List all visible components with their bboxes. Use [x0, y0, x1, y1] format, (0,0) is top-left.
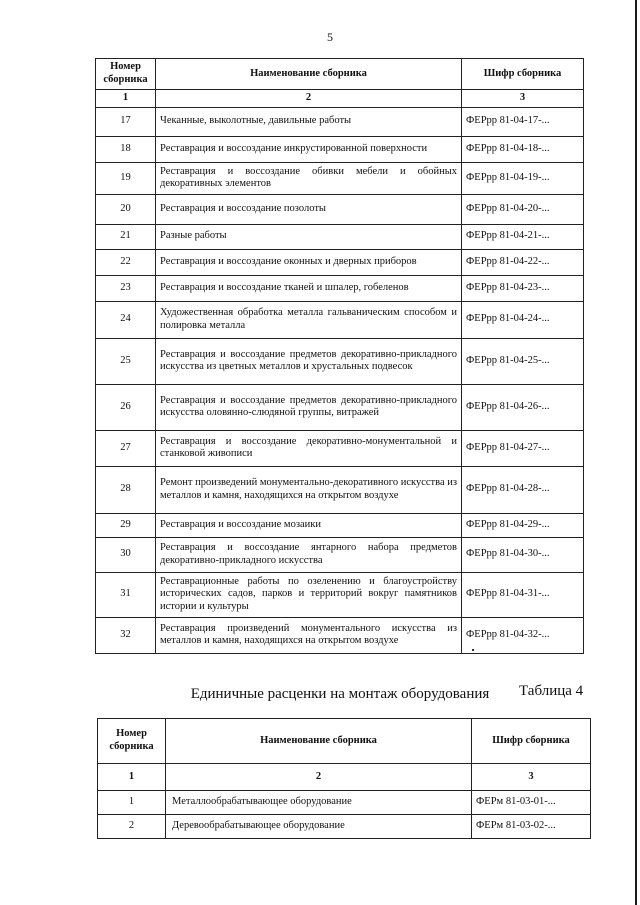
- row-code: ФЕРрр 81-04-30-...: [462, 537, 584, 572]
- column-header-number: Номер сборника: [98, 719, 166, 764]
- table-row: [96, 275, 584, 301]
- row-name: Чеканные, выколотные, давильные работы: [156, 107, 462, 136]
- column-index: 2: [156, 90, 462, 108]
- row-name: Художественная обработка металла гальваническим способом и полировка металла: [156, 301, 462, 338]
- row-code: ФЕРрр 81-04-25-...: [462, 338, 584, 384]
- row-number: 31: [96, 572, 156, 617]
- row-code: ФЕРрр 81-04-24-...: [462, 301, 584, 338]
- row-number: 24: [96, 301, 156, 338]
- column-header-name: Наименование сборника: [156, 59, 462, 90]
- row-number: 25: [96, 338, 156, 384]
- row-name: Реставрация и воссоздание обивки мебели и обойных декоративных элементов: [156, 162, 462, 194]
- row-name: Реставрационные работы по озеленению и благоустройству исторических садов, парков и территорий вокруг памятников истории и культуры: [156, 572, 462, 617]
- column-index: 3: [472, 764, 591, 791]
- table-row: [96, 384, 584, 430]
- column-header-name: Наименование сборника: [166, 719, 472, 764]
- table-row: [96, 249, 584, 275]
- row-code: ФЕРрр 81-04-19-...: [462, 162, 584, 194]
- row-code: ФЕРрр 81-04-22-...: [462, 249, 584, 275]
- table-row: [96, 194, 584, 224]
- row-code: ФЕРрр 81-04-27-...: [462, 430, 584, 466]
- scan-edge: [635, 0, 637, 905]
- row-name: Реставрация и воссоздание инкрустированной поверхности: [156, 136, 462, 162]
- column-index: 3: [462, 90, 584, 108]
- row-name: Реставрация и воссоздание предметов декоративно-прикладного искусства оловянно-слюдяной группы, витражей: [156, 384, 462, 430]
- row-name: Реставрация и воссоздание предметов декоративно-прикладного искусства из цветных металлов и хрустальных подвесок: [156, 338, 462, 384]
- row-name: Разные работы: [156, 224, 462, 249]
- table-row: [98, 815, 591, 839]
- row-number: 32: [96, 617, 156, 653]
- table-row: [96, 107, 584, 136]
- page-number: 5: [327, 30, 333, 44]
- row-code: ФЕРрр 81-04-23-...: [462, 275, 584, 301]
- row-name: Ремонт произведений монументально-декоративного искусства из металлов и камня, находящихся на открытом воздухе: [156, 466, 462, 513]
- row-name: Металлообрабатывающее оборудование: [166, 791, 472, 815]
- collections-table-restoration: [95, 58, 584, 654]
- row-number: 26: [96, 384, 156, 430]
- row-number: 20: [96, 194, 156, 224]
- row-name: Реставрация и воссоздание оконных и дверных приборов: [156, 249, 462, 275]
- table-row: [98, 791, 591, 815]
- column-index: 2: [166, 764, 472, 791]
- row-name: Реставрация и воссоздание янтарного набора предметов декоративно-прикладного искусства: [156, 537, 462, 572]
- row-number: 18: [96, 136, 156, 162]
- row-number: 21: [96, 224, 156, 249]
- table-title: Единичные расценки на монтаж оборудования: [190, 686, 490, 702]
- table-row: [96, 162, 584, 194]
- row-code: ФЕРрр 81-04-20-...: [462, 194, 584, 224]
- row-number: 19: [96, 162, 156, 194]
- row-name: Деревообрабатывающее оборудование: [166, 815, 472, 839]
- row-code: ФЕРрр 81-04-18-...: [462, 136, 584, 162]
- row-number: 29: [96, 513, 156, 537]
- row-name: Реставрация и воссоздание декоративно-монументальной и станковой живописи: [156, 430, 462, 466]
- row-code: ФЕРрр 81-04-21-...: [462, 224, 584, 249]
- column-header-number: Номер сборника: [96, 59, 156, 90]
- column-index: 1: [96, 90, 156, 108]
- row-number: 1: [98, 791, 166, 815]
- table-row: [96, 224, 584, 249]
- row-code: ФЕРрр 81-04-26-...: [462, 384, 584, 430]
- table-row: [96, 338, 584, 384]
- table-row: [96, 513, 584, 537]
- row-number: 30: [96, 537, 156, 572]
- table-row: [96, 136, 584, 162]
- row-code: ФЕРрр 81-04-29-...: [462, 513, 584, 537]
- table-header-row: [98, 719, 591, 764]
- row-number: 22: [96, 249, 156, 275]
- table-row: [96, 430, 584, 466]
- row-code: ФЕРрр 81-04-17-...: [462, 107, 584, 136]
- table-row: [96, 572, 584, 617]
- row-number: 2: [98, 815, 166, 839]
- column-index-row: [96, 90, 584, 108]
- row-number: 28: [96, 466, 156, 513]
- column-header-code: Шифр сборника: [462, 59, 584, 90]
- row-name: Реставрация и воссоздание позолоты: [156, 194, 462, 224]
- row-name: Реставрация и воссоздание тканей и шпалер, гобеленов: [156, 275, 462, 301]
- column-index-row: [98, 764, 591, 791]
- scan-speck: [472, 649, 474, 651]
- row-name: Реставрация произведений монументального искусства из металлов и камня, находящихся на открытом воздухе: [156, 617, 462, 653]
- table-row: [96, 537, 584, 572]
- collections-table-equipment: [97, 718, 591, 839]
- row-code: ФЕРм 81-03-02-...: [472, 815, 591, 839]
- table-row: [96, 301, 584, 338]
- row-number: 23: [96, 275, 156, 301]
- table-row: [96, 617, 584, 653]
- column-header-code: Шифр сборника: [472, 719, 591, 764]
- table-row: [96, 466, 584, 513]
- row-code: ФЕРрр 81-04-31-...: [462, 572, 584, 617]
- row-code: ФЕРрр 81-04-28-...: [462, 466, 584, 513]
- row-code: ФЕРм 81-03-01-...: [472, 791, 591, 815]
- column-index: 1: [98, 764, 166, 791]
- row-code: ФЕРрр 81-04-32-...: [462, 617, 584, 653]
- table-header-row: [96, 59, 584, 90]
- table-label: Таблица 4: [519, 683, 584, 699]
- row-number: 17: [96, 107, 156, 136]
- row-number: 27: [96, 430, 156, 466]
- row-name: Реставрация и воссоздание мозаики: [156, 513, 462, 537]
